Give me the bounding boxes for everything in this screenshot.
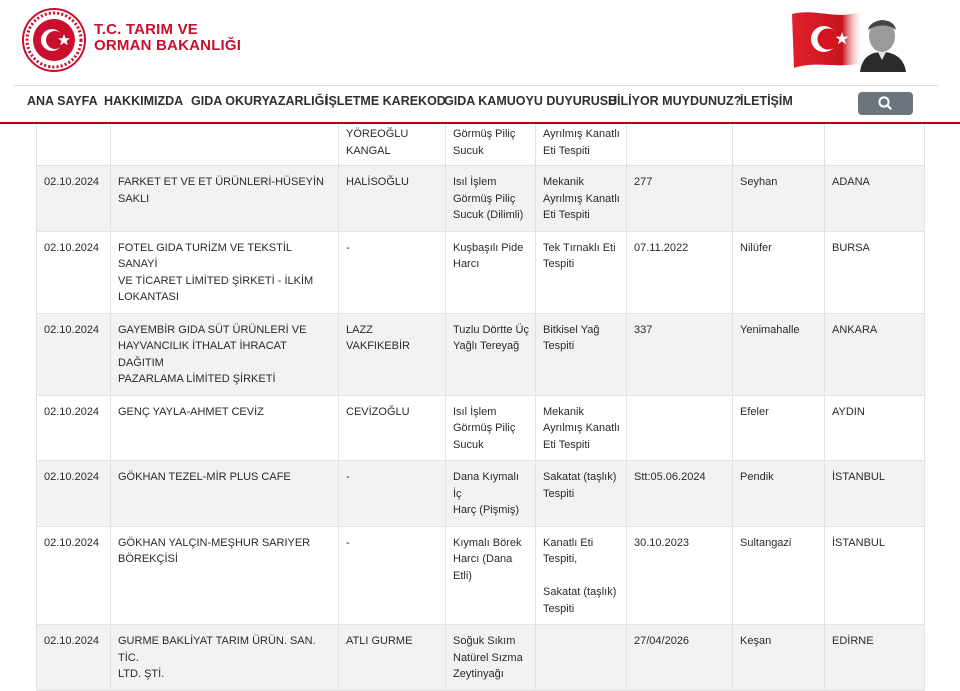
brand-cell: - xyxy=(339,231,446,313)
batch-cell: 27/04/2026 xyxy=(627,625,733,691)
district-cell: Sultangazi xyxy=(733,526,825,625)
province-cell: AYDIN xyxy=(825,395,925,461)
district-cell: Efeler xyxy=(733,395,825,461)
batch-cell: 337 xyxy=(627,313,733,395)
table-row xyxy=(37,526,925,625)
district-cell: Pendik xyxy=(733,461,825,527)
district-cell: Nilüfer xyxy=(733,231,825,313)
table-row xyxy=(37,124,925,166)
brand-line-2: ORMAN BAKANLIĞI xyxy=(94,37,242,54)
batch-cell: 277 xyxy=(627,166,733,232)
date-cell: 02.10.2024 xyxy=(37,526,111,625)
date-cell: 02.10.2024 xyxy=(37,313,111,395)
product-cell: Dana Kıymalı İç Harç (Pişmiş) xyxy=(446,461,536,527)
finding-cell: Tek Tırnaklı Eti Tespiti xyxy=(536,231,627,313)
nav-item-ana-sayfa[interactable]: ANA SAYFA xyxy=(27,94,98,108)
table-row xyxy=(37,231,925,313)
district-cell xyxy=(733,124,825,166)
brand-cell: CEVİZOĞLU xyxy=(339,395,446,461)
date-cell: 02.10.2024 xyxy=(37,625,111,691)
nav-item-isletme-karekod[interactable]: İŞLETME KAREKOD xyxy=(325,94,446,108)
product-cell: Kıymalı Börek Harcı (Dana Etli) xyxy=(446,526,536,625)
nav-item-iletisim[interactable]: İLETİŞİM xyxy=(740,94,793,108)
finding-cell: Kanatlı Eti Tespiti, Sakatat (taşlık) Tespiti xyxy=(536,526,627,625)
company-cell: GÖKHAN TEZEL-MİR PLUS CAFE xyxy=(111,461,339,527)
finding-cell: Mekanik Ayrılmış Kanatlı Eti Tespiti xyxy=(536,395,627,461)
brand-cell: ATLI GURME xyxy=(339,625,446,691)
province-cell: ANKARA xyxy=(825,313,925,395)
site-header xyxy=(0,0,960,86)
nav-item-biliyor-muydunuz[interactable]: BİLİYOR MUYDUNUZ? xyxy=(608,94,742,108)
province-cell: BURSA xyxy=(825,231,925,313)
district-cell: Keşan xyxy=(733,625,825,691)
product-cell: Kuşbaşılı Pide Harcı xyxy=(446,231,536,313)
product-cell: Isıl İşlem Görmüş Piliç Sucuk (Dilimli) xyxy=(446,166,536,232)
date-cell: 02.10.2024 xyxy=(37,166,111,232)
district-cell: Seyhan xyxy=(733,166,825,232)
company-cell xyxy=(111,124,339,166)
announcement-table-container[interactable] xyxy=(36,124,924,680)
finding-cell: Sakatat (taşlık) Tespiti xyxy=(536,461,627,527)
announcement-table xyxy=(36,124,925,691)
ministry-logo[interactable] xyxy=(22,8,86,72)
province-cell: ADANA xyxy=(825,166,925,232)
search-icon xyxy=(858,92,913,115)
company-cell: GAYEMBİR GIDA SÜT ÜRÜNLERİ VE HAYVANCILIK İTHALAT İHRACAT DAĞITIM PAZARLAMA LİMİTED ŞİRKETİ xyxy=(111,313,339,395)
table-row xyxy=(37,625,925,691)
table-row xyxy=(37,395,925,461)
company-cell: GENÇ YAYLA-AHMET CEVİZ xyxy=(111,395,339,461)
nav-item-gida-kamuoyu-duyurusu[interactable]: GIDA KAMUOYU DUYURUSU xyxy=(444,94,618,108)
brand-title[interactable] xyxy=(94,22,241,54)
province-cell xyxy=(825,124,925,166)
province-cell: İSTANBUL xyxy=(825,461,925,527)
brand-cell: - xyxy=(339,526,446,625)
date-cell: 02.10.2024 xyxy=(37,461,111,527)
finding-cell: Bitkisel Yağ Tespiti xyxy=(536,313,627,395)
date-cell: 02.10.2024 xyxy=(37,395,111,461)
product-cell: Soğuk Sıkım Natürel Sızma Zeytinyağı xyxy=(446,625,536,691)
product-cell: Isıl İşlem Görmüş Piliç Sucuk xyxy=(446,395,536,461)
nav-item-hakkimizda[interactable]: HAKKIMIZDA xyxy=(104,94,184,108)
table-row xyxy=(37,313,925,395)
brand-cell: YÖREOĞLU KANGAL xyxy=(339,124,446,166)
batch-cell: 30.10.2023 xyxy=(627,526,733,625)
flag-portrait-banner xyxy=(790,8,912,72)
product-cell: Görmüş Piliç Sucuk xyxy=(446,124,536,166)
finding-cell: Mekanik Ayrılmış Kanatlı Eti Tespiti xyxy=(536,166,627,232)
search-button[interactable] xyxy=(858,92,913,115)
nav-item-gida-okuryazarligi[interactable]: GIDA OKURYAZARLIĞI xyxy=(191,94,328,108)
batch-cell xyxy=(627,395,733,461)
company-cell: FARKET ET VE ET ÜRÜNLERİ-HÜSEYİN SAKLI xyxy=(111,166,339,232)
province-cell: EDİRNE xyxy=(825,625,925,691)
company-cell: FOTEL GIDA TURİZM VE TEKSTİL SANAYİ VE TİCARET LİMİTED ŞİRKETİ - İLKİM LOKANTASI xyxy=(111,231,339,313)
company-cell: GURME BAKLİYAT TARIM ÜRÜN. SAN. TİC. LTD. ŞTİ. xyxy=(111,625,339,691)
batch-cell: 07.11.2022 xyxy=(627,231,733,313)
brand-line-1: T.C. TARIM VE xyxy=(94,21,198,38)
batch-cell xyxy=(627,124,733,166)
finding-cell: Ayrılmış Kanatlı Eti Tespiti xyxy=(536,124,627,166)
brand-cell: LAZZ VAKFIKEBİR xyxy=(339,313,446,395)
batch-cell: Stt:05.06.2024 xyxy=(627,461,733,527)
brand-cell: HALİSOĞLU xyxy=(339,166,446,232)
date-cell: 02.10.2024 xyxy=(37,231,111,313)
main-nav xyxy=(0,86,960,122)
province-cell: İSTANBUL xyxy=(825,526,925,625)
district-cell: Yenimahalle xyxy=(733,313,825,395)
date-cell xyxy=(37,124,111,166)
table-row xyxy=(37,166,925,232)
table-row xyxy=(37,461,925,527)
finding-cell xyxy=(536,625,627,691)
company-cell: GÖKHAN YALÇIN-MEŞHUR SARIYER BÖREKÇİSİ xyxy=(111,526,339,625)
brand-cell: - xyxy=(339,461,446,527)
product-cell: Tuzlu Dörtte Üç Yağlı Tereyağ xyxy=(446,313,536,395)
